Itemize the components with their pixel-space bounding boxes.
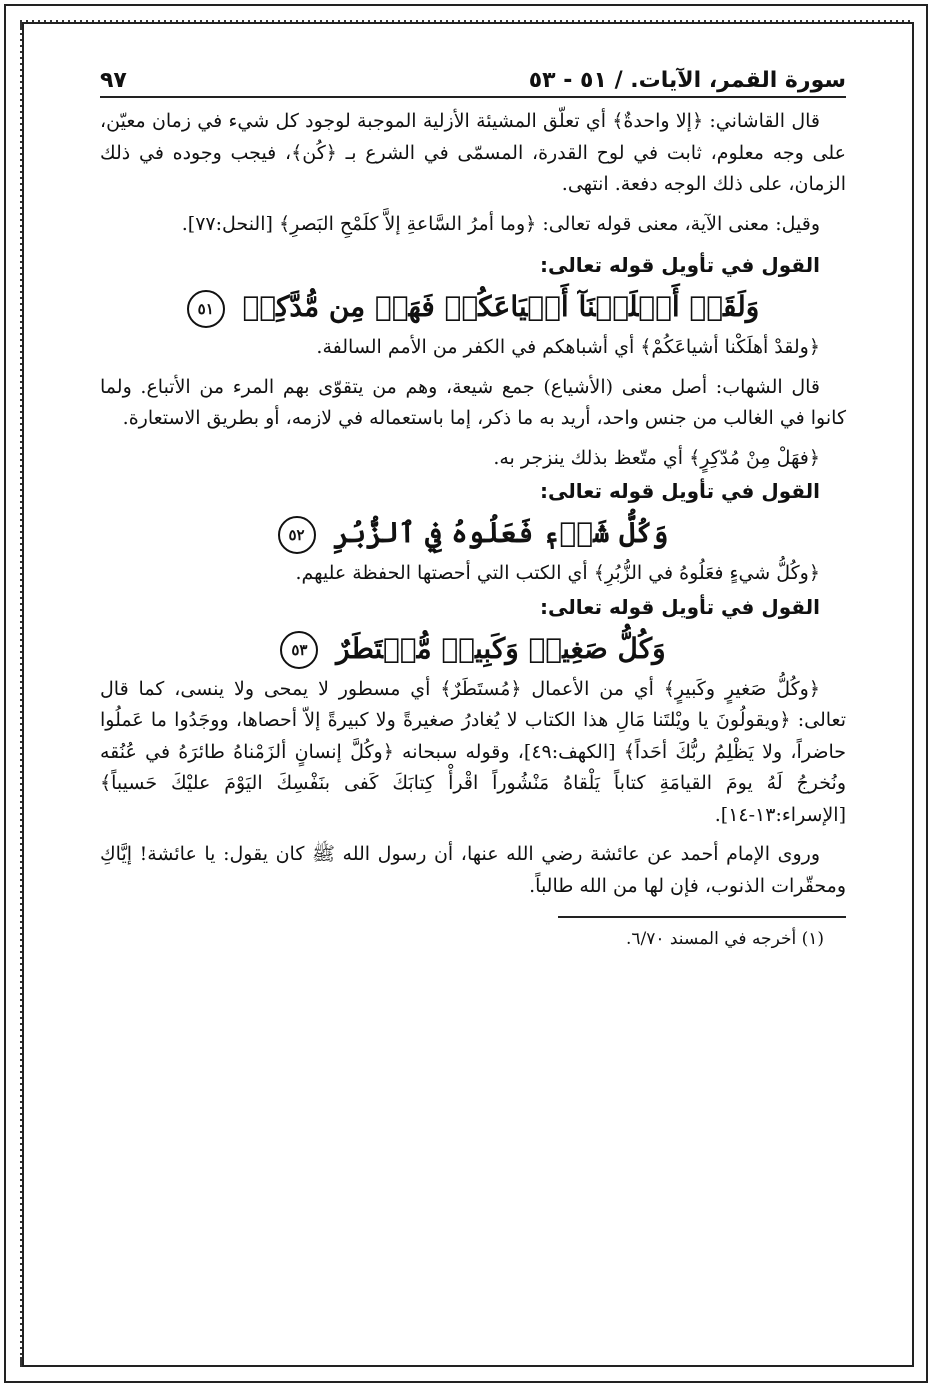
footnote-divider — [558, 916, 846, 918]
paragraph-shihab: قال الشهاب: أصل معنى (الأشياع) جمع شيعة، وهم من يتقوّى بهم المرء من الأتباع. ولما كانوا في الغالب من جنس واحد، أريد به ما ذكر، إما باستعماله في لازمه، أو بطريق الاستعارة. — [100, 375, 846, 429]
section-heading-3: القول في تأويل قوله تعالى: — [540, 594, 820, 619]
paragraph-zubur: ﴿وكُلُّ شيءٍ فعَلُوهُ في الزُّبُرِ﴾ أي الكتب التي أحصتها الحفظة عليهم. — [295, 562, 820, 584]
page-content — [100, 62, 846, 1342]
running-title: سورة القمر، الآيات. / ٥١ - ٥٣ — [528, 68, 846, 93]
paragraph-mustatar: ﴿وكُلُّ صَغيرٍ وكَبيرٍ﴾ أي من الأعمال ﴿مُستَطَرٌ﴾ أي مسطور لا يمحى ولا ينسى، كما قال تعالى: ﴿ويقولُونَ يا ويْلتَنا مَالِ هذا الكتاب لا يُغادرُ صغيرةً ولا كبيرةً إلاّ أحصاها، ووجَدُوا ما عَملُوا حاضراً، ولا يَظْلِمُ ربُّكَ أحَداً﴾ [الكهف:٤٩]، وقوله سبحانه ﴿وكُلَّ إنسانٍ ألزَمْناهُ طائرَهُ في عُنُقه ونُخرجُ لَهُ يومَ القيامَةِ كتاباً يَلْقاهُ مَنْشُوراً اقْرأْ كِتابَكَ كَفى بنَفْسِكَ اليَوْمَ عليْكَ حَسيباً﴾ [الإسراء:١٣-١٤]. — [100, 677, 846, 826]
verse-number-icon: ٥٣ — [280, 631, 318, 669]
verse-text: وَكُلُّ شَيۡءٖ فَعَلُوهُ فِي ٱلزُّبُرِ — [333, 516, 669, 549]
footnote: (١) أخرجه في المسند ٦/٧٠. — [625, 929, 824, 949]
page-body — [100, 106, 846, 954]
paragraph-aisha: وروى الإمام أحمد عن عائشة رضي الله عنها، أن رسول الله ﷺ كان يقول: يا عائشة! إيَّاكِ ومحقّرات الذنوب، فإن لها من الله طالباً. — [100, 843, 846, 897]
section-heading-2: القول في تأويل قوله تعالى: — [540, 479, 820, 503]
verse-number-icon: ٥٢ — [278, 516, 316, 554]
page-header — [100, 62, 846, 98]
section-heading-1: القول في تأويل قوله تعالى: — [540, 253, 820, 277]
verse-text: وَلَقَدۡ أَهۡلَكۡنَآ أَشۡيَاعَكُمۡ فَهَلۡ مِن مُّدَّكِرٖ — [242, 290, 760, 323]
quran-verse-52 — [100, 508, 846, 558]
verse-text: وَكُلُّ صَغِيرٖ وَكَبِيرٖ مُّسۡتَطَرٌ — [336, 631, 666, 665]
quran-verse-51 — [100, 282, 846, 332]
paragraph-qila: وقيل: معنى الآية، معنى قوله تعالى: ﴿وما أمرُ السَّاعةِ إلاَّ كلَمْحِ البَصرِ﴾ [النحل:٧٧]. — [181, 212, 820, 235]
paragraph-muddakir: ﴿فهَلْ مِنْ مُدّكِرٍ﴾ أي متّعظ بذلك ينزجر به. — [493, 446, 820, 469]
paragraph-ashyaakum: ﴿ولقدْ أهلَكْنا أشياعَكُمْ﴾ أي أشباهكم في الكفر من الأمم السالفة. — [316, 336, 820, 358]
page-number: ٩٧ — [100, 68, 127, 93]
quran-verse-53 — [100, 624, 846, 674]
verse-number-icon: ٥١ — [187, 290, 225, 328]
paragraph-qashani: قال القاشاني: ﴿إلا واحدةٌ﴾ أي تعلّق المشيئة الأزلية الموجبة لوجود كل شيء في زمان معيّن، على وجه معلوم، ثابت في لوح القدرة، المسمّى في الشرع بـ ﴿كُن﴾، فيجب وجوده في ذلك الزمان، على ذلك الوجه دفعة. انتهى. — [100, 110, 846, 195]
